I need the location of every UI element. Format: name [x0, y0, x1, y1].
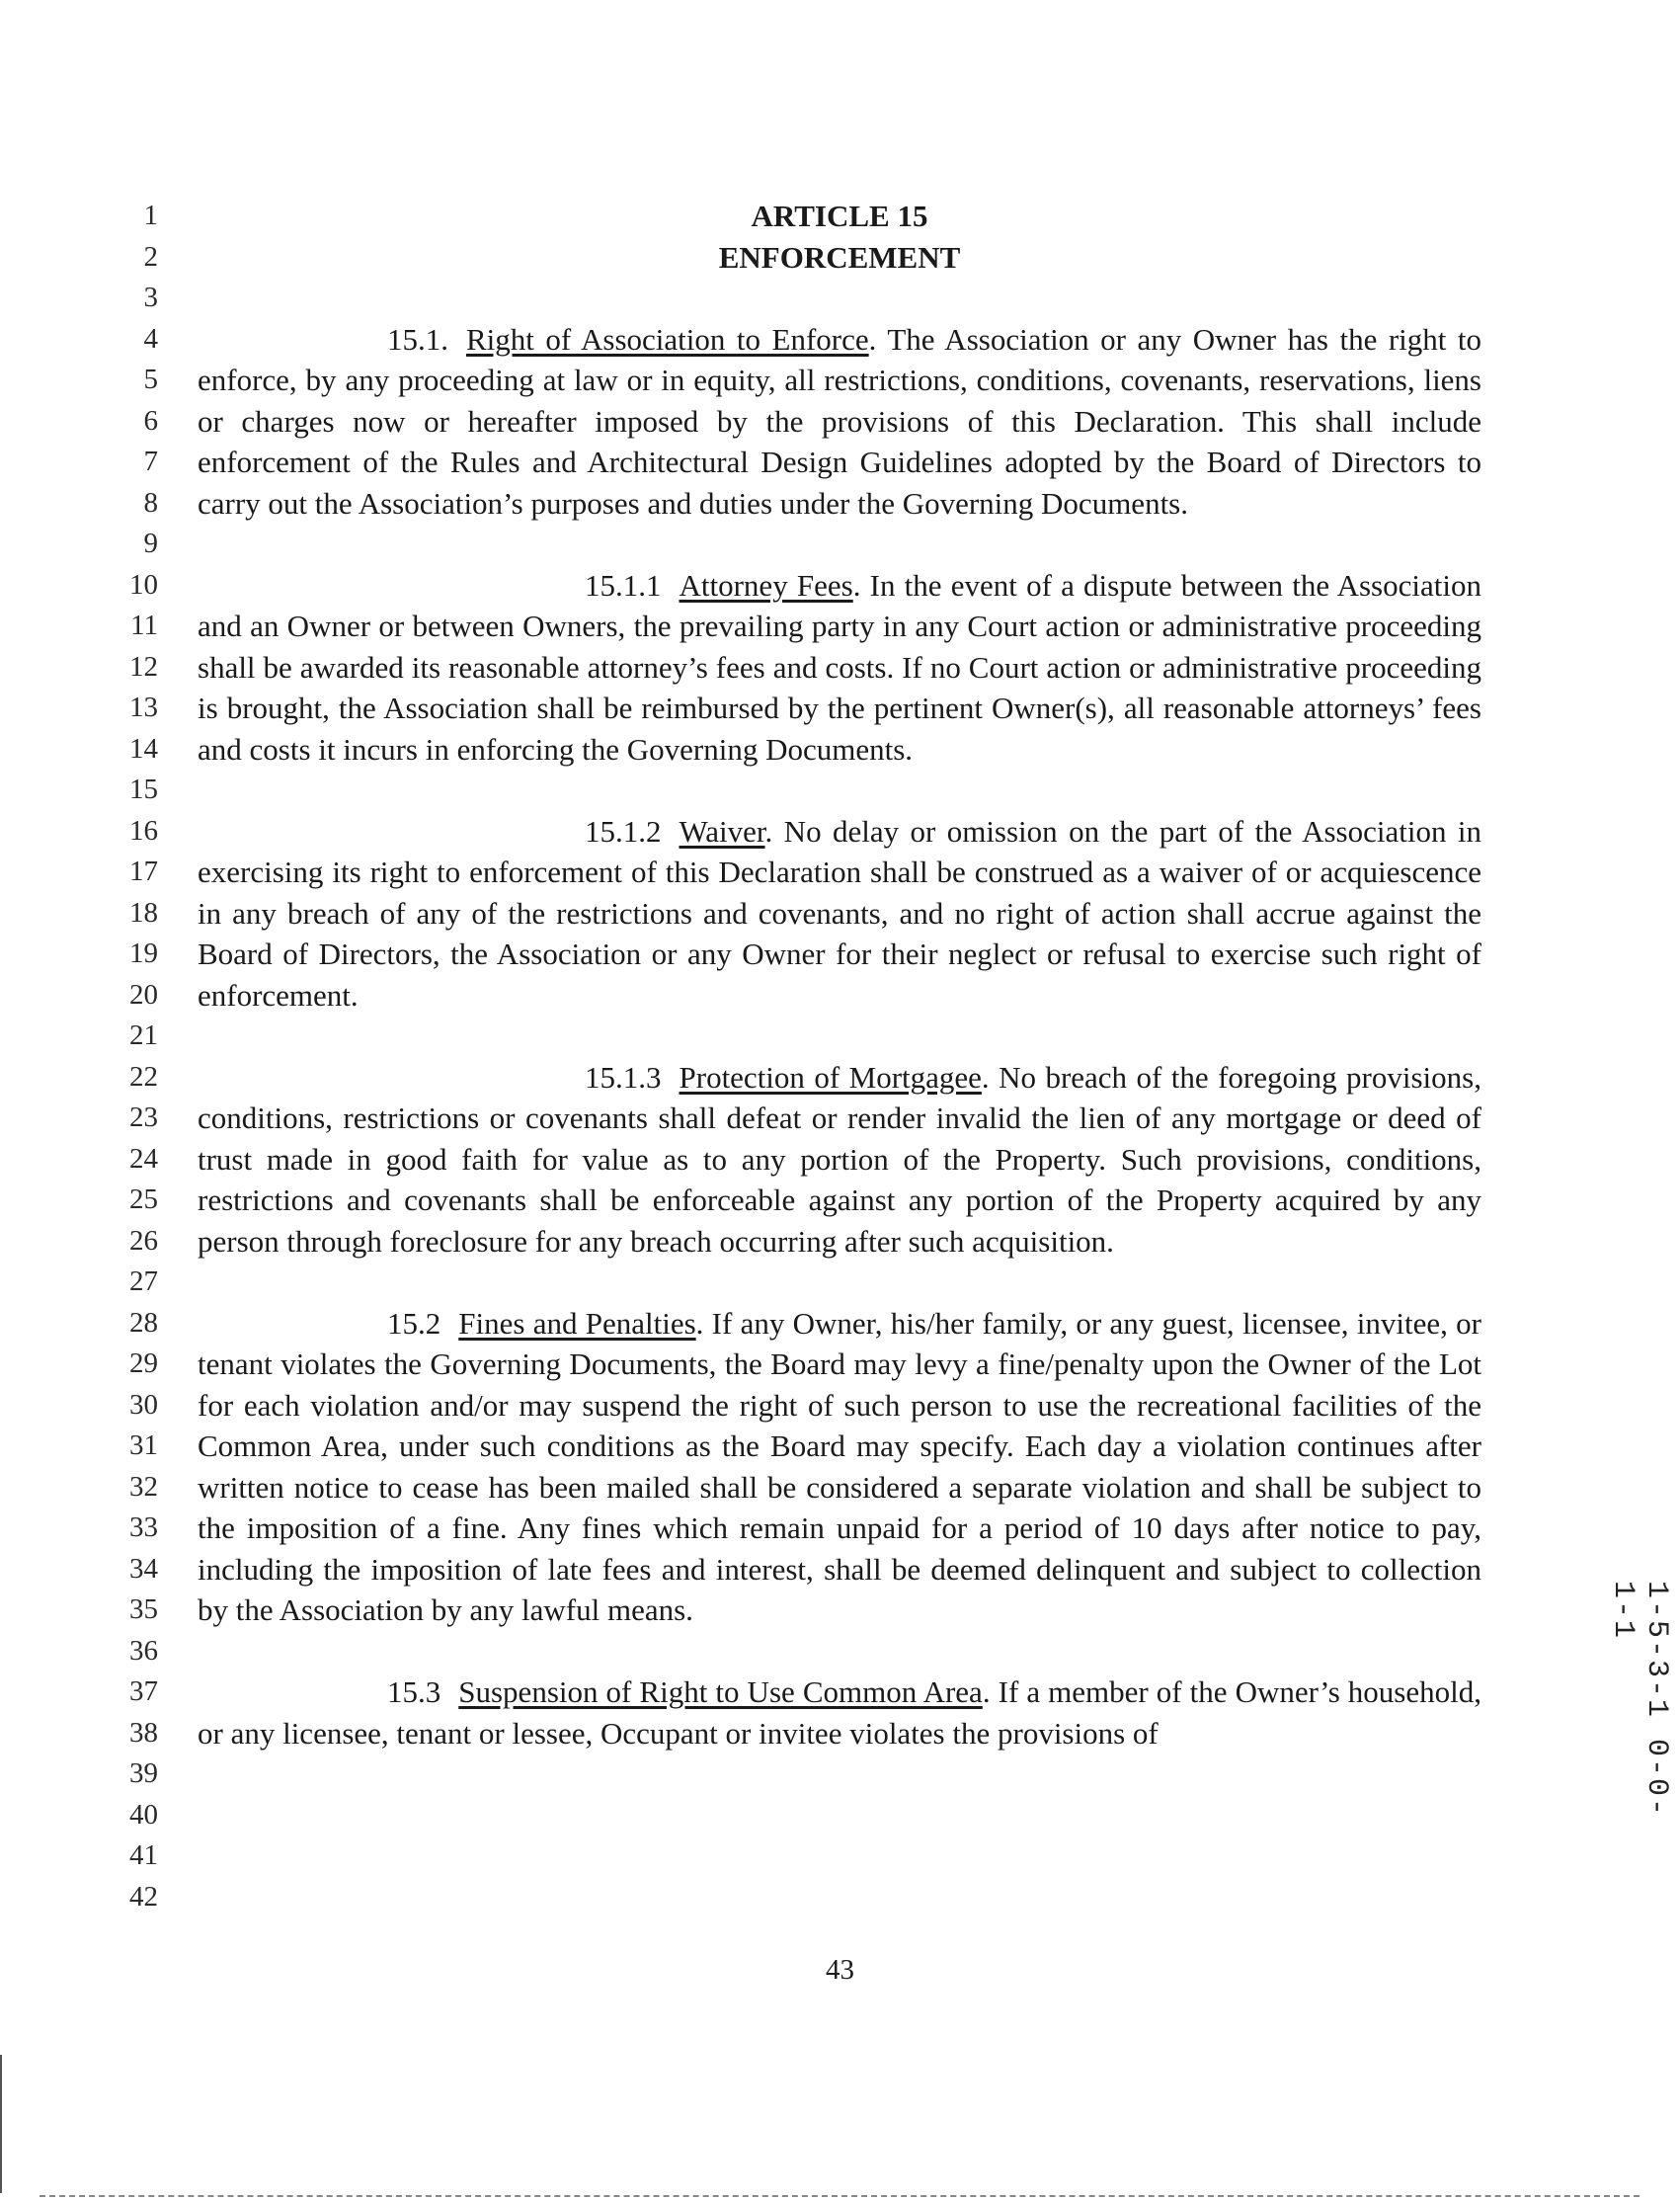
section-15-1-2: [198, 811, 1481, 1017]
line-number: 37: [129, 1675, 158, 1707]
line-number: 22: [129, 1060, 158, 1093]
section-text: . No breach of the foregoing provisions, conditions, restrictions or covenants shall defeat or render invalid the lien of any mortgage or deed of trust made in good faith for value as to any portion of the Property. Such provisions, conditions, restrictions and covenants shall be enforceable against any portion of the Property acquired by any person through foreclosure for any breach occurring after such acquisition.: [198, 1059, 1481, 1259]
section-text: . The Association or any Owner has the right to enforce, by any proceeding at law or in equity, all restrictions, conditions, covenants, reservations, liens or charges now or hereafter imposed by the provisions of this Declaration. This shall include enforcement of the Rules and Architectural Design Guidelines adopted by the Board of Directors to carry out the Association’s purposes and duties under the Governing Documents.: [198, 321, 1482, 521]
scan-bottom-mark: [40, 2195, 1640, 2199]
line-number: 9: [143, 528, 158, 559]
line-number: 27: [129, 1265, 158, 1297]
line-number: 12: [129, 650, 158, 683]
section-15-3: [198, 1672, 1481, 1753]
article-title: ARTICLE 15: [751, 199, 928, 233]
side-stamp: [1606, 1581, 1673, 1857]
line-number: 28: [129, 1306, 158, 1339]
section-text: . If any Owner, his/her family, or any guest, licensee, invitee, or tenant violates the Governing Documents, the Board may levy a fine/penalty upon the Owner of the Lot for each violation and/or may suspend the right of such person to use the recreational facilities of the Common Area, under such conditions as the Board may specify. Each day a violation continues after written notice to cease has been mailed shall be considered a separate violation and shall be subject to the imposition of a fine. Any fines which remain unpaid for a period of 10 days after notice to pay, including the imposition of late fees and interest, shall be deemed delinquent and subject to collection by the Association by any lawful means.: [198, 1305, 1481, 1627]
line-number: 19: [129, 938, 158, 969]
section-number: 15.1.1: [585, 567, 662, 603]
line-number: 16: [129, 814, 158, 847]
section-15-2: [198, 1303, 1481, 1631]
line-number: 33: [129, 1511, 158, 1543]
line-number: 15: [129, 774, 158, 805]
line-number: 4: [143, 322, 158, 355]
line-number: 14: [129, 732, 158, 765]
section-15-1: [198, 319, 1481, 525]
section-title: Protection of Mortgagee: [679, 1059, 982, 1095]
line-number: 1: [143, 200, 158, 231]
line-number: 21: [129, 1019, 158, 1051]
line-number: 39: [129, 1757, 158, 1789]
section-15-1-1: [198, 565, 1481, 771]
line-number: 42: [129, 1880, 158, 1913]
line-number: 31: [129, 1429, 158, 1461]
line-number: 18: [129, 896, 158, 929]
section-title: Waiver: [679, 813, 765, 849]
section-title: Right of Association to Enforce: [466, 321, 869, 357]
side-stamp-text: 1-5-3-1 0-0-1-1: [1606, 1581, 1673, 1819]
line-number: 10: [129, 568, 158, 601]
line-number: 36: [129, 1634, 158, 1667]
section-text: . In the event of a dispute between the Association and an Owner or between Owners, the prevailing party in any Court action or administrative proceeding shall be awarded its reasonable attorney’s fees and costs. If no Court action or administrative proceeding is brought, the Association shall be reimbursed by the pertinent Owner(s), all reasonable attorneys’ fees and costs it incurs in enforcing the Governing Documents.: [198, 567, 1481, 767]
line-number: 40: [129, 1798, 158, 1831]
line-number: 38: [129, 1716, 158, 1749]
article-subtitle: ENFORCEMENT: [718, 239, 961, 275]
line-number: 17: [129, 856, 158, 887]
line-number: 2: [143, 240, 158, 273]
page-number: 43: [826, 1954, 854, 1986]
section-number: 15.3: [387, 1674, 441, 1709]
section-title: Suspension of Right to Use Common Area: [458, 1674, 983, 1709]
line-number: 6: [143, 404, 158, 437]
line-number: 26: [129, 1224, 158, 1257]
section-text: . No delay or omission on the part of the Association in exercising its right to enforcement of this Declaration shall be construed as a waiver of or acquiescence in any breach of any of the restrictions and covenants, and no right of action shall accrue against the Board of Directors, the Association or any Owner for their neglect or refusal to exercise such right of enforcement.: [198, 813, 1481, 1013]
line-number: 23: [129, 1101, 158, 1133]
line-number: 3: [143, 282, 158, 313]
section-number: 15.1.2: [585, 813, 662, 849]
section-title: Fines and Penalties: [458, 1305, 696, 1341]
line-number-column: [109, 196, 158, 1917]
line-number: 25: [129, 1183, 158, 1215]
line-number: 7: [143, 446, 158, 477]
document-body: [198, 196, 1481, 1753]
line-number: 32: [129, 1470, 158, 1503]
section-number: 15.1.: [387, 321, 448, 357]
line-number: 20: [129, 978, 158, 1011]
line-number: 24: [129, 1142, 158, 1175]
line-number: 34: [129, 1552, 158, 1585]
section-number: 15.2: [387, 1305, 441, 1341]
line-number: 13: [129, 692, 158, 723]
scan-edge-mark: [0, 2055, 2, 2193]
line-number: 8: [143, 486, 158, 519]
section-number: 15.1.3: [585, 1059, 662, 1095]
section-title: Attorney Fees: [679, 567, 853, 603]
line-number: 30: [129, 1388, 158, 1421]
section-text: . If a member of the Owner’s household, or any licensee, tenant or lessee, Occupant or invitee violates the provisions of: [198, 1674, 1481, 1751]
line-number: 11: [130, 610, 158, 641]
line-number: 41: [129, 1839, 158, 1871]
line-number: 29: [129, 1347, 158, 1379]
section-15-1-3: [198, 1057, 1481, 1263]
line-number: 5: [143, 364, 158, 395]
line-number: 35: [129, 1593, 158, 1625]
